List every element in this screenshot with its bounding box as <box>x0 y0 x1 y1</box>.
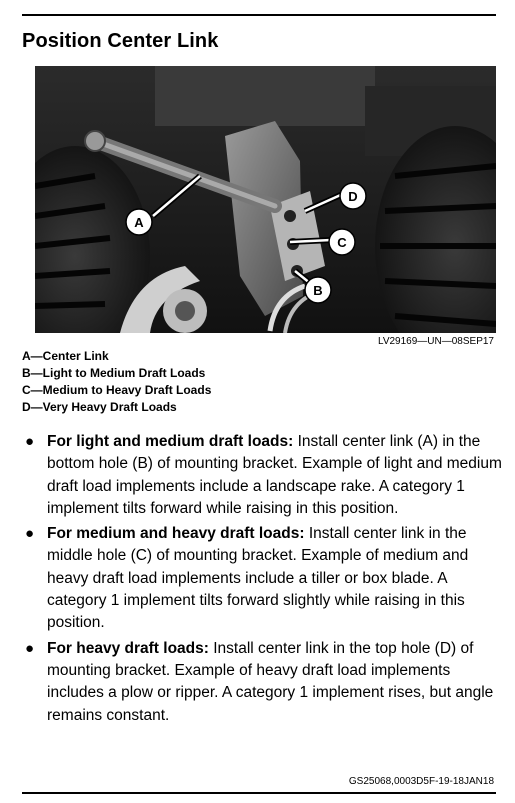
list-item-medium-heavy <box>22 523 502 634</box>
bullet-icon: ● <box>25 525 35 543</box>
list-item-light-medium <box>22 431 502 520</box>
callout-b <box>305 277 331 303</box>
svg-text:B: B <box>313 283 323 298</box>
legend-item-c: C—Medium to Heavy Draft Loads <box>22 383 212 397</box>
legend-item-d: D—Very Heavy Draft Loads <box>22 400 177 414</box>
instruction-list <box>22 431 502 730</box>
bullet-heading: For heavy draft loads: <box>47 639 209 657</box>
svg-text:A: A <box>134 215 144 230</box>
photo-id: LV29169—UN—08SEP17 <box>378 336 494 347</box>
figure-legend <box>22 348 211 416</box>
bullet-body: Install center link in the top hole (D) of mounting bracket. Example of heavy draft load implements includes a plow or ripper. A category 1 implement rises, but angle remains constant. <box>47 639 494 724</box>
callout-d <box>340 183 366 209</box>
svg-text:C: C <box>337 235 347 250</box>
bottom-rule <box>22 792 496 794</box>
list-item-heavy <box>22 638 502 727</box>
bullet-body: Install center link (A) in the bottom hole (B) of mounting bracket. Example of light and medium draft load implements include a landscape rake. A category 1 implement tilts forward while raising in this position. <box>47 433 502 517</box>
bullet-heading: For medium and heavy draft loads: <box>47 525 305 543</box>
callout-a <box>126 209 152 235</box>
callout-c <box>329 229 355 255</box>
bullet-body: Install center link in the middle hole (C) of mounting bracket. Example of medium and heavy draft load implements include a tiller or box blade. A category 1 implement tilts forward slightly while raising in this position. <box>47 525 469 632</box>
top-rule <box>22 14 496 16</box>
bullet-heading: For light and medium draft loads: <box>47 433 294 450</box>
legend-item-b: B—Light to Medium Draft Loads <box>22 366 206 380</box>
page-title: Position Center Link <box>22 30 219 52</box>
bullet-icon: ● <box>25 639 35 657</box>
legend-item-a: A—Center Link <box>22 349 109 363</box>
svg-text:D: D <box>348 189 358 204</box>
tractor-hitch-photo <box>35 66 496 333</box>
document-code: GS25068,0003D5F-19-18JAN18 <box>348 776 494 787</box>
bullet-icon: ● <box>25 433 35 450</box>
